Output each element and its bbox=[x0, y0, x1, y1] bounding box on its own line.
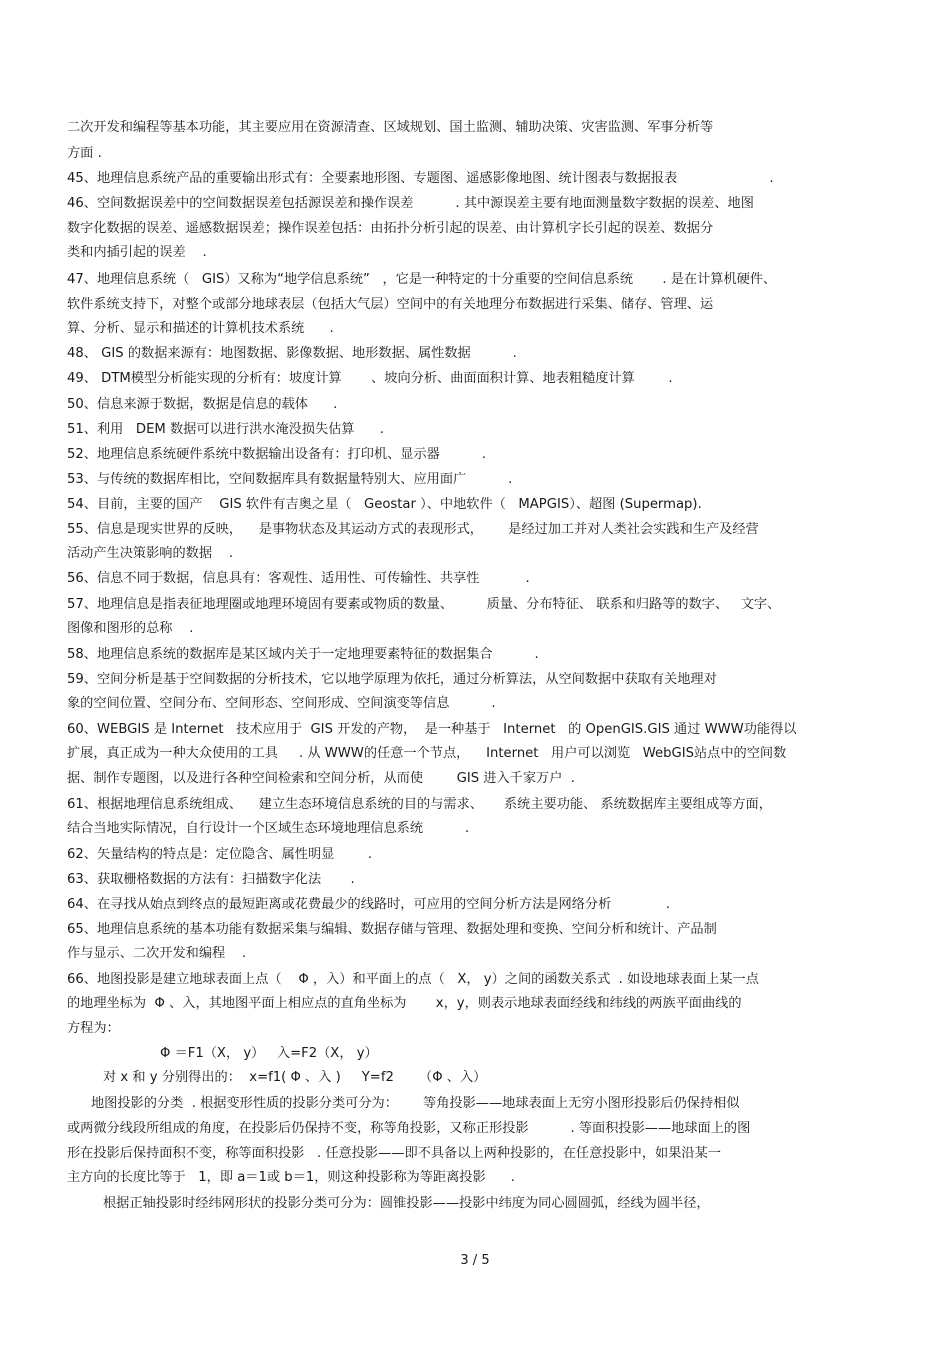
text-line: 50、信息来源于数据，数据是信息的载体 . bbox=[67, 397, 338, 412]
text-line: 52、地理信息系统硬件系统中数据输出设备有：打印机、显示器 . bbox=[67, 447, 486, 462]
text-line: 60、WEBGIS 是 Internet 技术应用于 GIS 开发的产物， 是一种基于 Internet 的 OpenGIS.GIS 通过 WWW功能得以 bbox=[67, 722, 797, 737]
text-line: 58、地理信息系统的数据库是某区域内关于一定地理要素特征的数据集合 . bbox=[67, 647, 539, 662]
text-line: 的地理坐标为 Φ 、入，其地图平面上相应点的直角坐标为 x，y，则表示地球表面经线和纬线的两族平面曲线的 bbox=[67, 996, 742, 1011]
text-line: 方程为： bbox=[67, 1021, 120, 1036]
formula-line: 对 x 和 y 分别得出的： x=f1( Φ 、入 ) Y=f2 （Φ 、入） bbox=[103, 1070, 487, 1085]
text-line: 图像和图形的总称 . bbox=[67, 621, 194, 636]
text-line: 扩展，真正成为一种大众使用的工具 . 从 WWW的任意一个节点， Internet 用户可以浏览 WebGIS站点中的空间数 bbox=[67, 746, 787, 761]
text-line: 作与显示、二次开发和编程 . bbox=[67, 946, 247, 961]
text-line: 57、地理信息是指表征地理圈或地理环境固有要素或物质的数量、 质量、分布特征、 联系和归路等的数字、 文字、 bbox=[67, 597, 781, 612]
text-line: 65、地理信息系统的基本功能有数据采集与编辑、数据存储与管理、数据处理和变换、空间分析和统计、产品制 bbox=[67, 922, 717, 937]
text-line: 61、根据地理信息系统组成、 建立生态环境信息系统的目的与需求、 系统主要功能、 系统数据库主要组成等方面， bbox=[67, 797, 772, 812]
text-line: 活动产生决策影响的数据 . bbox=[67, 546, 234, 561]
text-line: 46、空间数据误差中的空间数据误差包括源误差和操作误差 . 其中源误差主要有地面测量数字数据的误差、地图 bbox=[67, 196, 754, 211]
text-line: 算、分析、显示和描述的计算机技术系统 . bbox=[67, 321, 334, 336]
text-line: 据、制作专题图，以及进行各种空间检索和空间分析，从而使 GIS 进入千家万户 . bbox=[67, 771, 575, 786]
text-line: 48、 GIS 的数据来源有：地图数据、影像数据、地形数据、属性数据 . bbox=[67, 346, 517, 361]
text-line: 或两微分线段所组成的角度，在投影后仍保持不变，称等角投影，又称正形投影 . 等面积投影——地球面上的图 bbox=[67, 1121, 751, 1136]
text-line: 64、在寻找从始点到终点的最短距离或花费最少的线路时，可应用的空间分析方法是网络分析 . bbox=[67, 897, 670, 912]
text-line: 51、利用 DEM 数据可以进行洪水淹没损失估算 . bbox=[67, 422, 384, 437]
text-line: 59、空间分析是基于空间数据的分析技术，它以地学原理为依托，通过分析算法，从空间数据中获取有关地理对 bbox=[67, 672, 717, 687]
text-line: 主方向的长度比等于 1，即 a＝1或 b＝1，则这种投影称为等距离投影 . bbox=[67, 1170, 515, 1185]
text-line: 方面 . bbox=[67, 146, 102, 161]
text-line: 数字化数据的误差、遥感数据误差；操作误差包括：由拓扑分析引起的误差、由计算机字长引起的误差、数据分 bbox=[67, 221, 714, 236]
text-line: 二次开发和编程等基本功能，其主要应用在资源清查、区域规划、国土监测、辅助决策、灾害监测、军事分析等 bbox=[67, 120, 714, 135]
formula-line: Φ ＝F1（X， y） 入=F2（X， y） bbox=[160, 1046, 378, 1061]
text-line: 根据正轴投影时经纬网形状的投影分类可分为：圆锥投影——投影中纬度为同心圆圆弧，经线为圆半径， bbox=[103, 1196, 710, 1211]
text-line: 软件系统支持下，对整个或部分地球表层（包括大气层）空间中的有关地理分布数据进行采集、储存、管理、运 bbox=[67, 297, 714, 312]
text-line: 62、矢量结构的特点是：定位隐含、属性明显 . bbox=[67, 847, 373, 862]
text-line: 56、信息不同于数据，信息具有：客观性、适用性、可传输性、共享性 . bbox=[67, 571, 530, 586]
text-line: 象的空间位置、空间分布、空间形态、空间形成、空间演变等信息 . bbox=[67, 696, 496, 711]
text-line: 49、 DTM模型分析能实现的分析有：坡度计算 、坡向分析、曲面面积计算、地表粗糙度计算 . bbox=[67, 371, 673, 386]
text-line: 结合当地实际情况，自行设计一个区域生态环境地理信息系统 . bbox=[67, 821, 470, 836]
text-line: 47、地理信息系统（ GIS）又称为“地学信息系统” ，它是一种特定的十分重要的空间信息系统 . 是在计算机硬件、 bbox=[67, 272, 777, 287]
text-line: 66、地图投影是建立地球表面上点（ Φ ，入）和平面上的点（ X， y）之间的函数关系式 . 如设地球表面上某一点 bbox=[67, 972, 759, 987]
text-line: 63、获取栅格数据的方法有：扫描数字化法 . bbox=[67, 872, 355, 887]
text-line: 53、与传统的数据库相比，空间数据库具有数据量特别大、应用面广 . bbox=[67, 472, 513, 487]
text-line: 地图投影的分类 . 根据变形性质的投影分类可分为： 等角投影——地球表面上无穷小图形投影后仍保持相似 bbox=[91, 1096, 740, 1111]
page-number: 3 / 5 bbox=[460, 1253, 490, 1268]
text-line: 45、地理信息系统产品的重要输出形式有：全要素地形图、专题图、遥感影像地图、统计图表与数据报表 . bbox=[67, 171, 774, 186]
text-line: 类和内插引起的误差 . bbox=[67, 245, 207, 260]
text-line: 形在投影后保持面积不变，称等面积投影 . 任意投影——即不具备以上两种投影的，在任意投影中，如果沿某一 bbox=[67, 1146, 721, 1161]
text-line: 54、目前，主要的国产 GIS 软件有吉奥之星（ Geostar ）、中地软件（ MAPGIS）、超图 (Supermap). bbox=[67, 497, 702, 512]
text-line: 55、信息是现实世界的反映， 是事物状态及其运动方式的表现形式， 是经过加工并对人类社会实践和生产及经营 bbox=[67, 522, 759, 537]
